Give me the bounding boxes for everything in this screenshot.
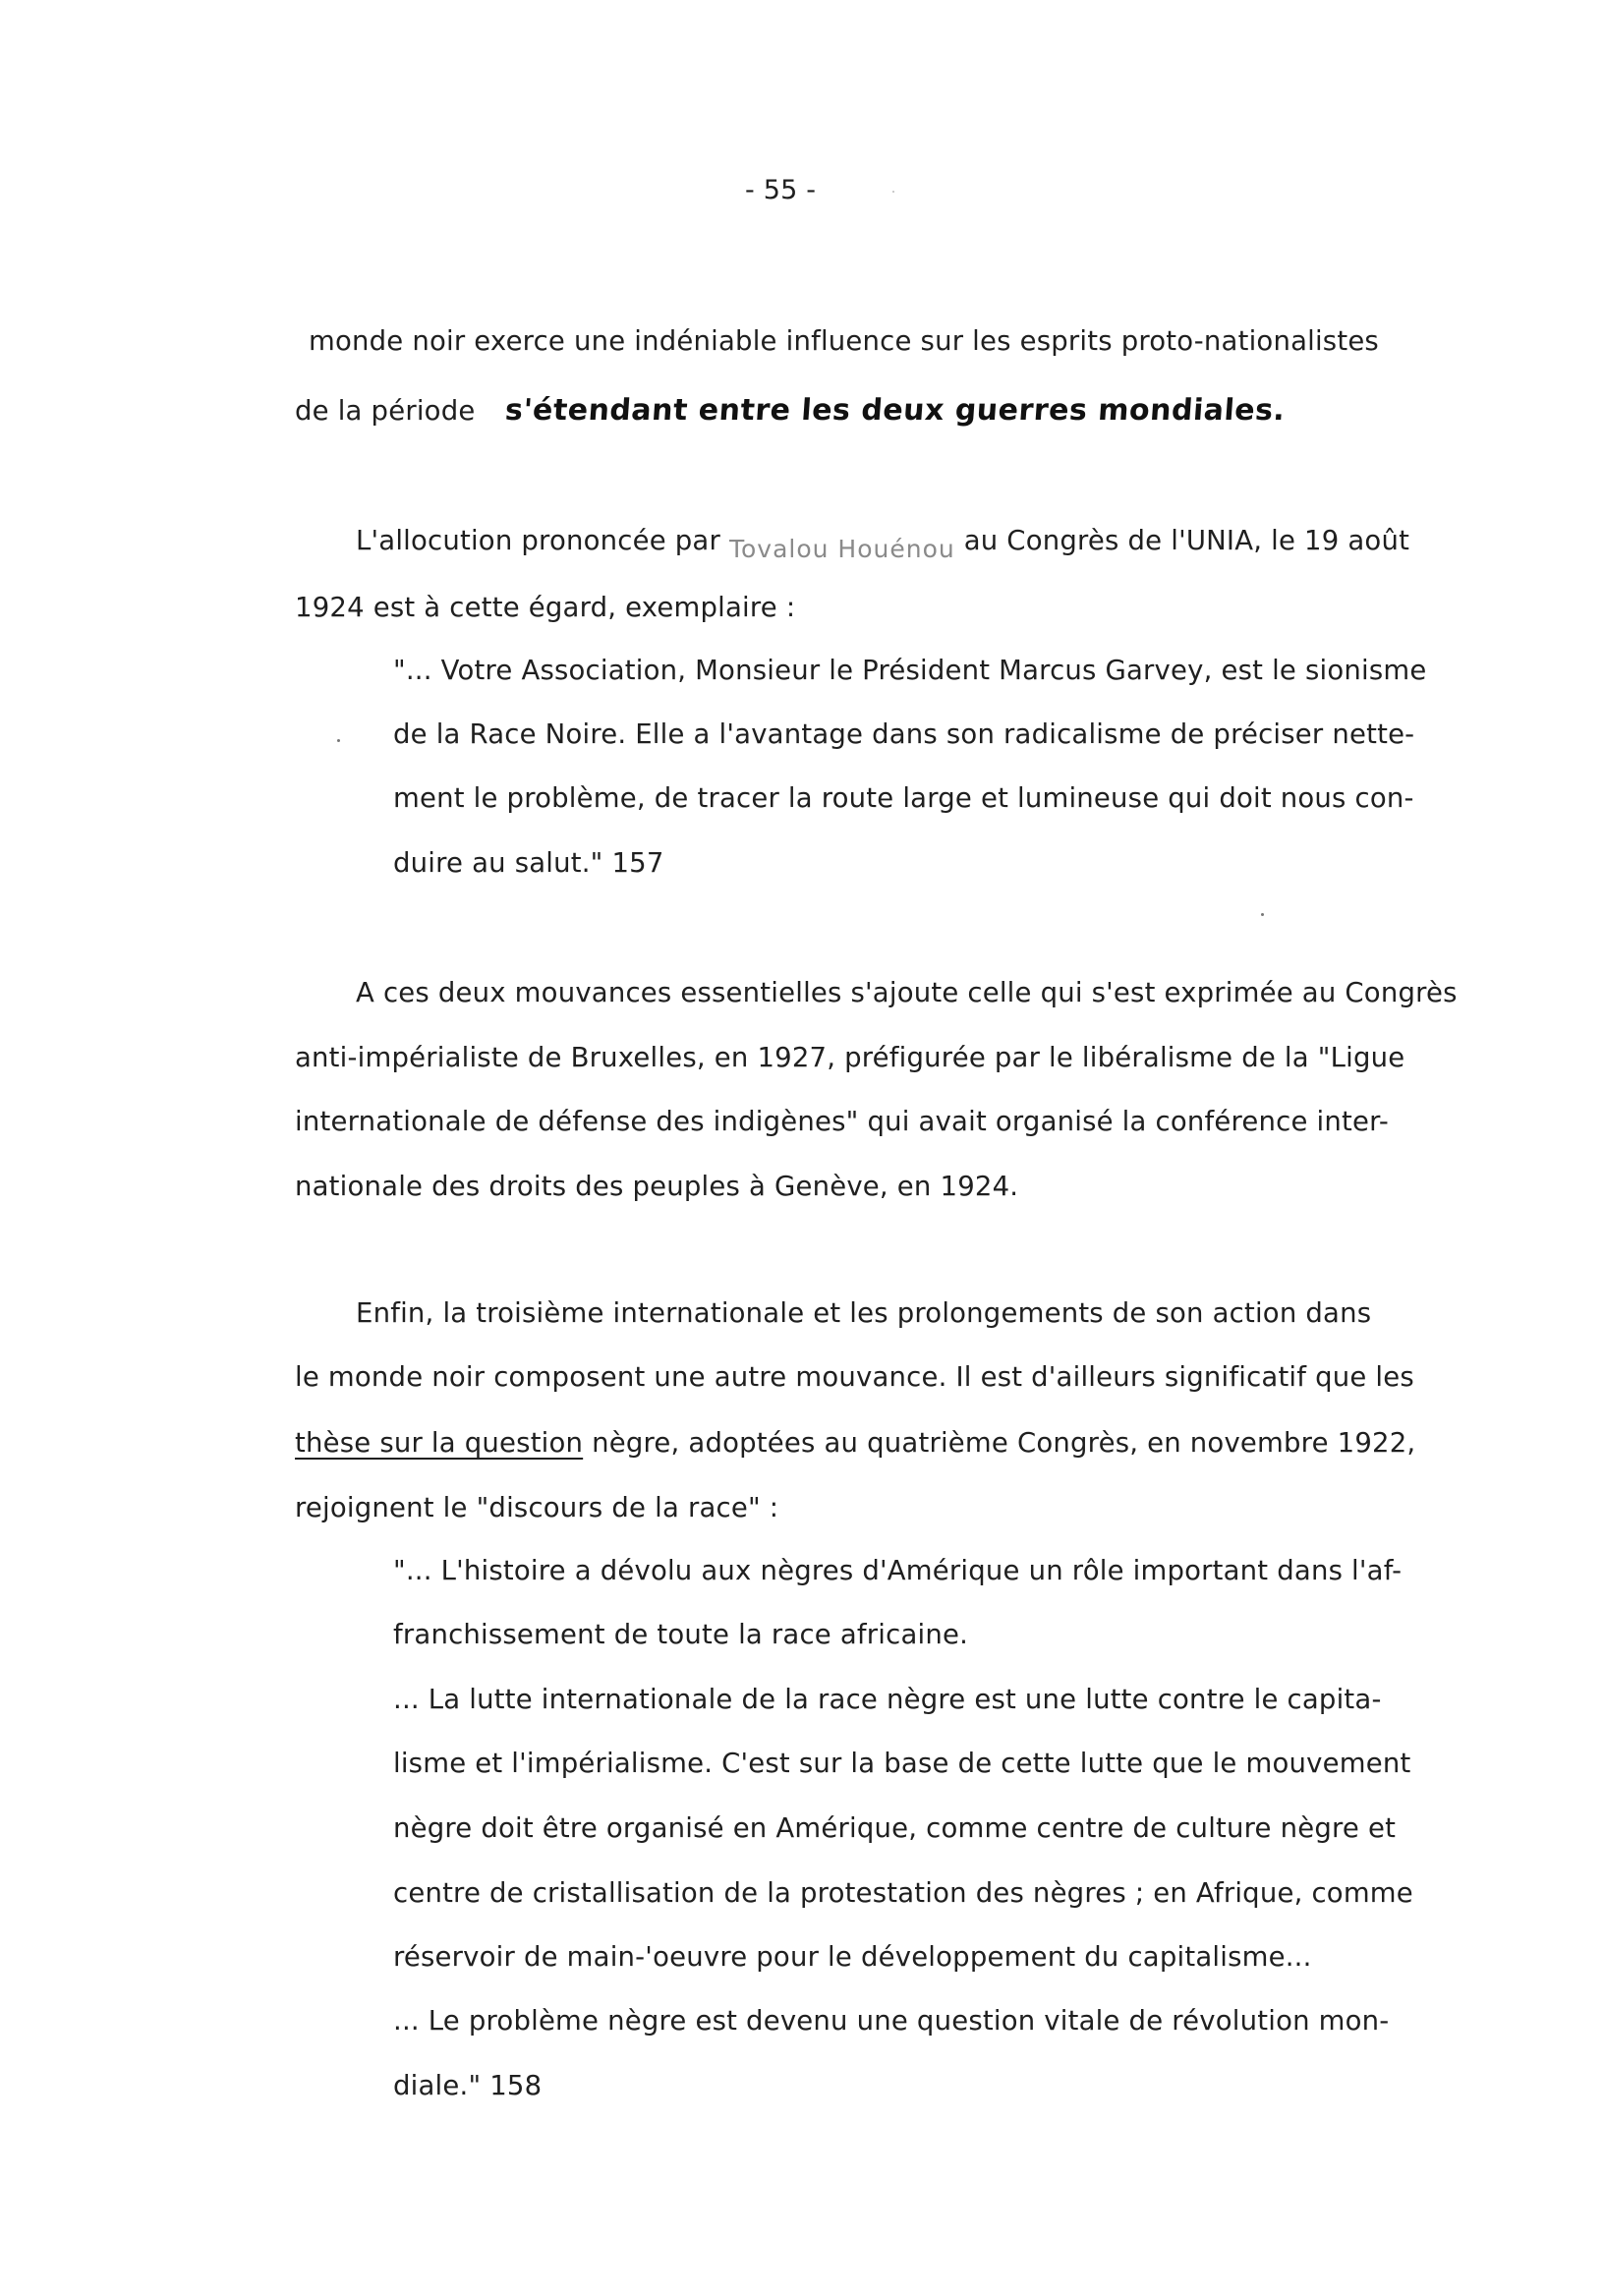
faint-name-insertion: Tovalou Houénou xyxy=(728,535,955,563)
paragraph-3-line-3: internationale de défense des indigènes" qui avait organisé la conférence inter- xyxy=(295,1106,1389,1137)
quote-2-line-4: lisme et l'impérialisme. C'est sur la base de cette lutte que le mouvement xyxy=(393,1748,1411,1779)
quote-1-line-1: "... Votre Association, Monsieur le Président Marcus Garvey, est le sionisme xyxy=(393,655,1427,686)
paragraph-2-line-1 xyxy=(356,523,1410,563)
paragraph-2-text-start: L'allocution prononcée par xyxy=(356,525,720,556)
paragraph-1-line-2 xyxy=(295,393,1286,429)
quote-1-line-3: ment le problème, de tracer la route large et lumineuse qui doit nous con- xyxy=(393,782,1414,814)
quote-1-line-4: duire au salut." 157 xyxy=(393,847,664,879)
quote-2-line-9: diale." 158 xyxy=(393,2070,543,2101)
paragraph-3-line-4: nationale des droits des peuples à Genève, en 1924. xyxy=(295,1171,1019,1202)
page-number: - 55 - xyxy=(745,175,817,205)
scan-speck xyxy=(337,739,340,742)
quote-1-line-2: de la Race Noire. Elle a l'avantage dans son radicalisme de préciser nette- xyxy=(393,718,1415,750)
paragraph-4-line-1: Enfin, la troisième internationale et les prolongements de son action dans xyxy=(356,1297,1372,1329)
scan-speck xyxy=(892,191,894,193)
paragraph-1-printed-text: de la période xyxy=(295,395,476,427)
paragraph-2-text-end: au Congrès de l'UNIA, le 19 août xyxy=(963,525,1410,556)
quote-2-line-3: ... La lutte internationale de la race nègre est une lutte contre le capita- xyxy=(393,1684,1382,1715)
paragraph-1-line-1: monde noir exerce une indéniable influence sur les esprits proto-nationalistes xyxy=(309,325,1379,357)
quote-2-line-2: franchissement de toute la race africaine. xyxy=(393,1619,969,1650)
paragraph-2-line-2: 1924 est à cette égard, exemplaire : xyxy=(295,592,796,623)
underlined-phrase: thèse sur la question xyxy=(295,1427,584,1459)
quote-2-line-6: centre de cristallisation de la protestation des nègres ; en Afrique, comme xyxy=(393,1877,1413,1909)
quote-2-line-8: ... Le problème nègre est devenu une question vitale de révolution mon- xyxy=(393,2005,1390,2037)
paragraph-4-line-4: rejoignent le "discours de la race" : xyxy=(295,1492,779,1523)
paragraph-4-line-3-rest: nègre, adoptées au quatrième Congrès, en novembre 1922, xyxy=(583,1427,1416,1459)
paragraph-4-line-2: le monde noir composent une autre mouvance. Il est d'ailleurs significatif que les xyxy=(295,1361,1414,1393)
scan-speck xyxy=(1261,913,1264,916)
handwritten-insertion: s'étendant entre les deux guerres mondiales. xyxy=(504,393,1288,428)
quote-2-line-1: "... L'histoire a dévolu aux nègres d'Amérique un rôle important dans l'af- xyxy=(393,1555,1403,1586)
quote-2-line-7: réservoir de main-'oeuvre pour le développement du capitalisme... xyxy=(393,1941,1312,1973)
quote-2-line-5: nègre doit être organisé en Amérique, comme centre de culture nègre et xyxy=(393,1812,1397,1844)
paragraph-3-line-1: A ces deux mouvances essentielles s'ajoute celle qui s'est exprimée au Congrès xyxy=(356,977,1458,1008)
paragraph-4-line-3 xyxy=(295,1425,1415,1461)
paragraph-3-line-2: anti-impérialiste de Bruxelles, en 1927, préfigurée par le libéralisme de la "Ligue xyxy=(295,1042,1405,1073)
